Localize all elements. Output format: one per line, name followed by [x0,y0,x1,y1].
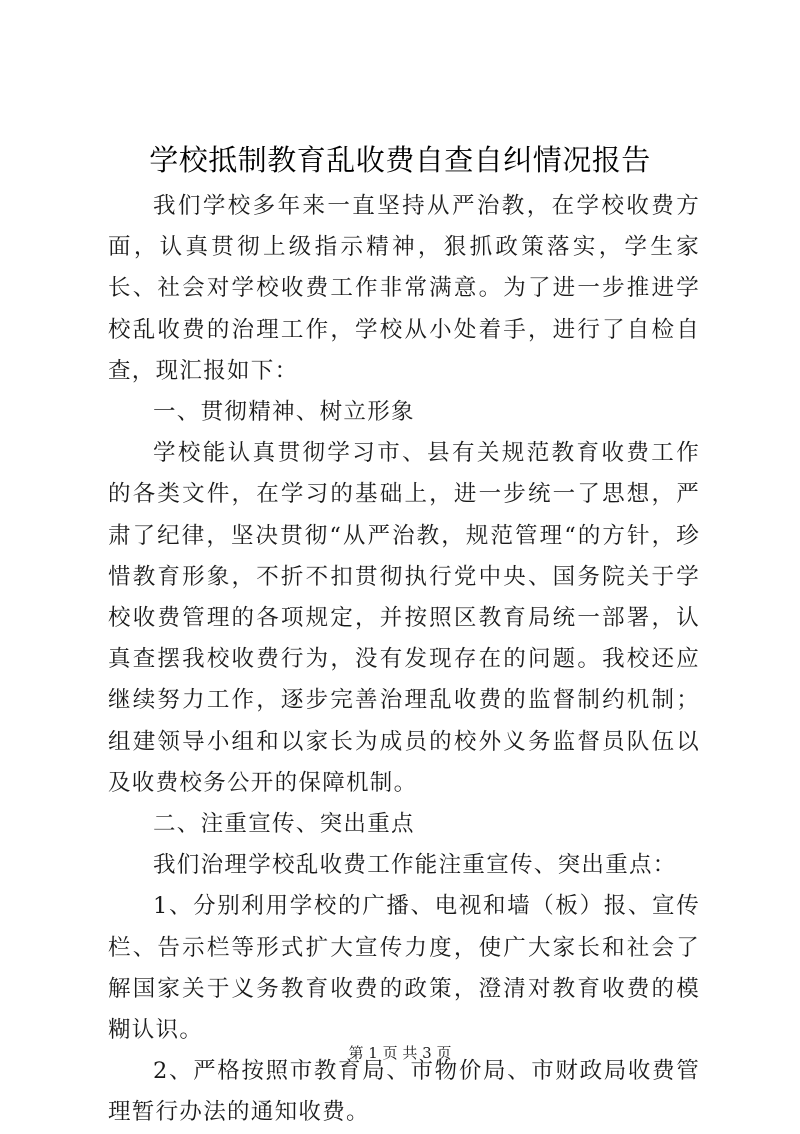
page-footer: 第 1 页 共 3 页 [348,1044,452,1062]
list-item-2: 2、严格按照市教育局、市物价局、市财政局收费管理暂行办法的通知收费。 [108,1058,700,1126]
section-2-intro: 我们治理学校乱收费工作能注重宣传、突出重点： [153,852,677,879]
section-heading-2: 二、注重宣传、突出重点 [153,811,415,838]
document-title: 学校抵制教育乱收费自查自纠情况报告 [149,143,651,177]
section-1-paragraph: 学校能认真贯彻学习市、县有关规范教育收费工作的各类文件，在学习的基础上，进一步统一了思想，严肃了纪律，坚决贯彻“从严治教，规范管理“的方针，珍惜教育形象，不折不扣贯彻执行党中央、国务院关于学校收费管理的各项规定，并按照区教育局统一部署，认真查摆我校收费行为，没有发现存在的问题。我校还应继续努力工作，逐步完善治理乱收费的监督制约机制；组建领导小组和以家长为成员的校外义务监督员队伍以及收费校务公开的保障机制。 [108,440,700,796]
section-heading-1: 一、贯彻精神、树立形象 [153,399,415,426]
list-item-1: 1、分别利用学校的广播、电视和墙（板）报、宣传栏、告示栏等形式扩大宣传力度，使广大家长和社会了解国家关于义务教育收费的政策，澄清对教育收费的模糊认识。 [108,893,700,1044]
document-body [108,186,700,1134]
intro-paragraph: 我们学校多年来一直坚持从严治教，在学校收费方面，认真贯彻上级指示精神，狠抓政策落实，学生家长、社会对学校收费工作非常满意。为了进一步推进学校乱收费的治理工作，学校从小处着手，进行了自检自查，现汇报如下： [108,193,700,384]
